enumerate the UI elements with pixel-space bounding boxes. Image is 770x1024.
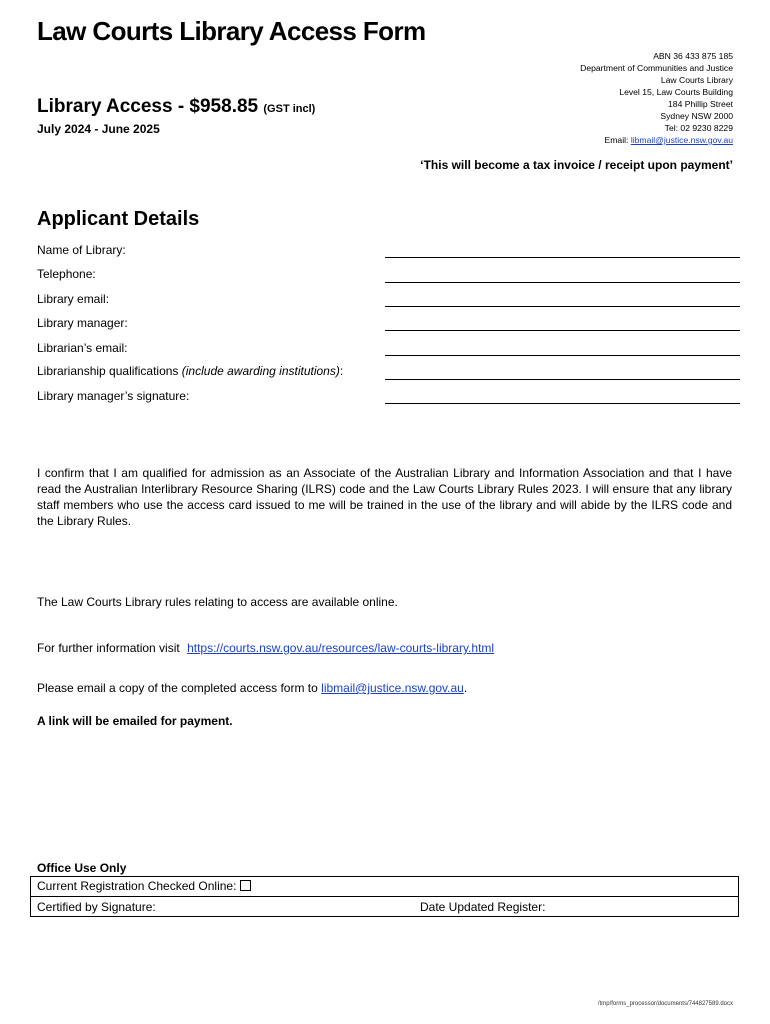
field-input-qualifications[interactable] — [385, 379, 740, 380]
form-title: Law Courts Library Access Form — [37, 16, 426, 46]
field-label-library-name: Name of Library: — [37, 243, 126, 257]
access-price — [37, 96, 315, 118]
library-name: Law Courts Library — [660, 75, 733, 85]
access-label: Library Access - $958.85 — [37, 96, 259, 117]
office-row-registration — [31, 877, 738, 897]
address-street: 184 Phillip Street — [668, 99, 733, 109]
registration-checkbox[interactable] — [240, 880, 251, 891]
field-label-telephone: Telephone: — [37, 267, 96, 281]
qualifications-label: Librarianship qualifications — [37, 364, 179, 378]
field-label-library-manager: Library manager: — [37, 316, 128, 330]
further-info — [37, 641, 494, 655]
email-label: Email: — [604, 135, 629, 145]
email-instruction-prefix: Please email a copy of the completed access form to — [37, 681, 318, 695]
gst-note: (GST incl) — [263, 103, 316, 115]
field-input-librarian-email[interactable] — [385, 355, 740, 356]
address-city: Sydney NSW 2000 — [660, 111, 733, 121]
email-link[interactable]: libmail@justice.nsw.gov.au — [630, 135, 733, 145]
field-input-library-manager[interactable] — [385, 330, 740, 331]
address-level: Level 15, Law Courts Building — [619, 87, 733, 97]
address-block — [580, 50, 733, 146]
field-label-librarian-email: Librarian’s email: — [37, 341, 128, 355]
email-instruction-suffix: . — [463, 681, 468, 695]
field-label-manager-signature: Library manager’s signature: — [37, 389, 190, 403]
email-instruction — [37, 681, 467, 695]
registration-cell — [37, 879, 251, 893]
date-updated-label: Date Updated Register: — [420, 900, 546, 914]
certified-label: Certified by Signature: — [37, 900, 156, 914]
further-info-prefix: For further information visit — [37, 641, 180, 655]
access-period: July 2024 - June 2025 — [37, 122, 160, 136]
telephone: Tel: 02 9230 8229 — [664, 123, 733, 133]
abn: ABN 36 433 875 185 — [653, 51, 733, 61]
registration-label: Current Registration Checked Online: — [37, 879, 237, 893]
qualifications-note: (include awarding institutions) — [181, 364, 340, 378]
courts-website-link[interactable]: https://courts.nsw.gov.au/resources/law-courts-library.html — [187, 641, 495, 655]
field-input-library-name[interactable] — [385, 257, 740, 258]
office-use-table — [30, 876, 739, 917]
payment-note: A link will be emailed for payment. — [37, 714, 233, 728]
email-line — [580, 134, 733, 146]
rules-note: The Law Courts Library rules relating to access are available online. — [37, 595, 398, 609]
office-use-title: Office Use Only — [37, 861, 127, 875]
field-label-qualifications — [37, 364, 343, 378]
email-instruction-link[interactable]: libmail@justice.nsw.gov.au — [321, 681, 464, 695]
applicant-heading: Applicant Details — [37, 208, 200, 230]
confirmation-statement: I confirm that I am qualified for admission as an Associate of the Australian Library and Information Association and that I have read the Australian Interlibrary Resource Sharing (ILRS) code and the Law Courts Library Rules 2023. I will ensure that any library staff members who use the access card issued to me will be trained in the use of the library and will abide by the ILRS code and the Library Rules. — [37, 466, 732, 528]
field-input-telephone[interactable] — [385, 282, 740, 283]
footer-path: /tmp/forms_processor/documents/744827589.docx — [597, 1001, 733, 1007]
tax-invoice-note: ‘This will become a tax invoice / receipt upon payment’ — [420, 158, 733, 172]
field-label-library-email: Library email: — [37, 292, 110, 306]
field-input-library-email[interactable] — [385, 306, 740, 307]
field-input-manager-signature[interactable] — [385, 403, 740, 404]
qualifications-colon: : — [339, 364, 344, 378]
department: Department of Communities and Justice — [580, 63, 733, 73]
